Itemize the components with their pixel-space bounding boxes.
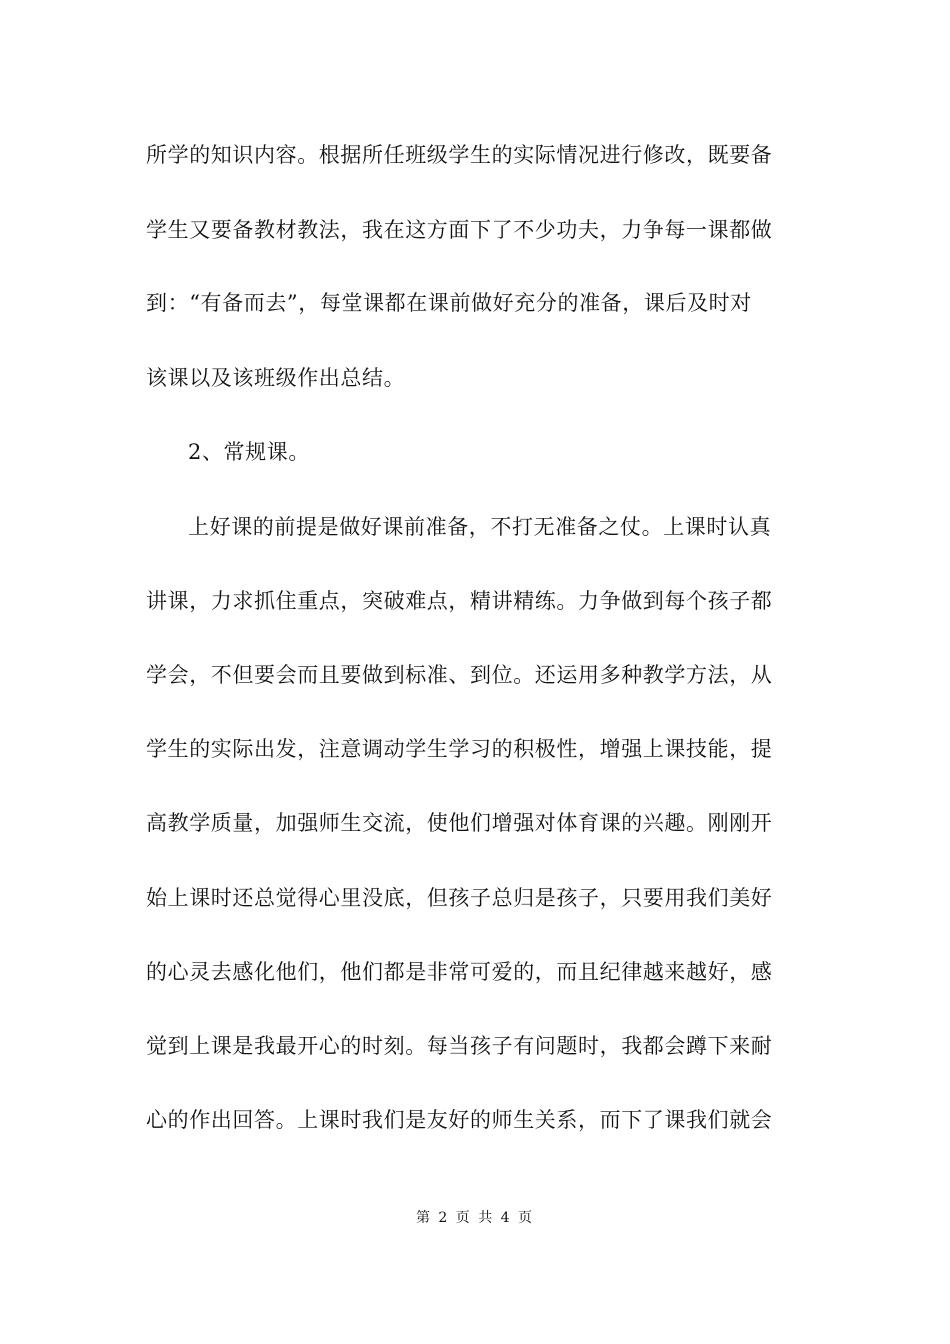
section-heading: 2、常规课。 bbox=[188, 440, 310, 464]
text-line-9: 学生的实际出发，注意调动学生学习的积极性，增强上课技能，提 bbox=[146, 737, 773, 761]
text-line-1: 所学的知识内容。根据所任班级学生的实际情况进行修改，既要备 bbox=[146, 143, 773, 167]
page-footer: 第 2 页 共 4 页 bbox=[415, 1210, 535, 1226]
text-line-4: 该课以及该班级作出总结。 bbox=[146, 366, 406, 390]
text-line-11: 始上课时还总觉得心里没底，但孩子总归是孩子，只要用我们美好 bbox=[146, 886, 773, 910]
text-line-6: 上好课的前提是做好课前准备，不打无准备之仗。上课时认真 bbox=[188, 515, 772, 539]
text-line-10: 高教学质量，加强师生交流，使他们增强对体育课的兴趣。刚刚开 bbox=[146, 811, 773, 835]
text-line-8: 学会，不但要会而且要做到标准、到位。还运用多种教学方法，从 bbox=[146, 663, 773, 687]
text-line-7: 讲课，力求抓住重点，突破难点，精讲精练。力争做到每个孩子都 bbox=[146, 589, 773, 613]
text-line-3: 到：“有备而去”，每堂课都在课前做好充分的准备，课后及时对 bbox=[146, 291, 752, 315]
text-line-2: 学生又要备教材教法，我在这方面下了不少功夫，力争每一课都做 bbox=[146, 218, 773, 242]
text-line-14: 心的作出回答。上课时我们是友好的师生关系，而下了课我们就会 bbox=[146, 1108, 773, 1132]
text-line-13: 觉到上课是我最开心的时刻。每当孩子有问题时，我都会蹲下来耐 bbox=[146, 1034, 773, 1058]
text-line-12: 的心灵去感化他们，他们都是非常可爱的，而且纪律越来越好，感 bbox=[146, 960, 773, 984]
